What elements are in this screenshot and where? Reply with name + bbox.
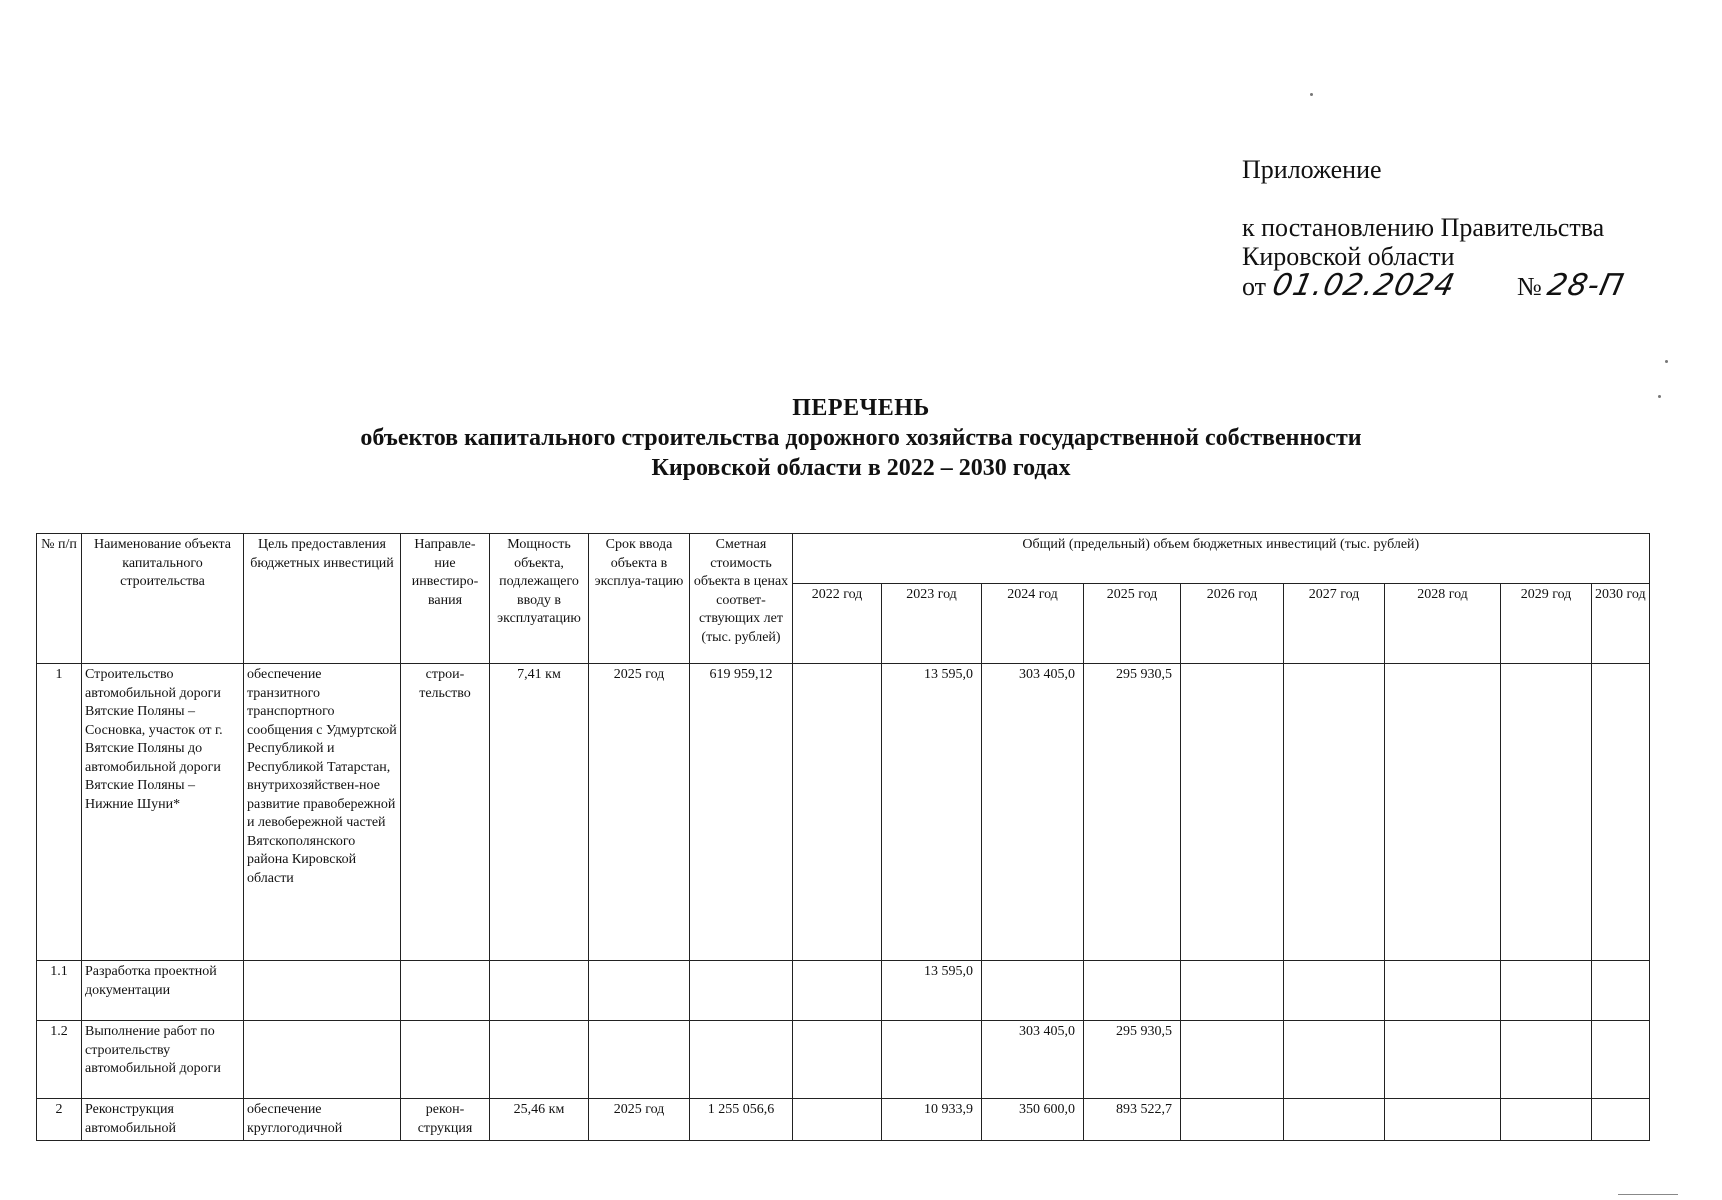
cell-year-value [1181, 961, 1284, 1021]
appendix-line-1: к постановлению Правительства [1242, 213, 1605, 242]
scan-line [1618, 1194, 1678, 1195]
table-row [37, 664, 1650, 961]
cell-year-value [1501, 1021, 1592, 1099]
cell-year-value [1592, 1021, 1650, 1099]
investment-table [36, 533, 1650, 1141]
cell-year-value [1181, 1099, 1284, 1141]
cell-term: 2025 год [589, 664, 690, 961]
scan-speck [1665, 360, 1668, 363]
year-header: 2024 год [982, 584, 1084, 664]
cell-year-value: 303 405,0 [982, 1021, 1084, 1099]
cell-year-value [1385, 664, 1501, 961]
cell-direction: строи-тельство [401, 664, 490, 961]
cell-year-value: 295 930,5 [1084, 1021, 1181, 1099]
cell-year-value: 13 595,0 [882, 664, 982, 961]
table-row [37, 1021, 1650, 1099]
number-prefix: № [1517, 272, 1542, 301]
handwritten-number: 28-П [1544, 268, 1628, 303]
heading-line-3: Кировской области в 2022 – 2030 годах [651, 455, 1071, 481]
cell-year-value [1501, 1099, 1592, 1141]
cell-year-value [1284, 664, 1385, 961]
document-heading [0, 393, 1722, 483]
cell-year-value [1501, 961, 1592, 1021]
cell-year-value [1284, 1099, 1385, 1141]
year-header: 2022 год [793, 584, 882, 664]
cell-year-value [793, 664, 882, 961]
cell-capacity [490, 961, 589, 1021]
header-row-1 [37, 534, 1650, 584]
cell-year-value: 295 930,5 [1084, 664, 1181, 961]
cell-direction [401, 1021, 490, 1099]
table-row [37, 961, 1650, 1021]
cell-year-value [1385, 1021, 1501, 1099]
cell-num: 2 [37, 1099, 82, 1141]
col-header-cost: Сметная стоимость объекта в ценах соответ-ствующих лет (тыс. рублей) [690, 534, 793, 664]
col-header-total: Общий (предельный) объем бюджетных инвестиций (тыс. рублей) [793, 534, 1650, 584]
cell-goal [244, 961, 401, 1021]
col-header-direction: Направле-ние инвестиро-вания [401, 534, 490, 664]
year-header: 2030 год [1592, 584, 1650, 664]
cell-term: 2025 год [589, 1099, 690, 1141]
cell-goal [244, 1021, 401, 1099]
doc-date-row [1242, 268, 1702, 305]
cell-num: 1.1 [37, 961, 82, 1021]
cell-year-value [882, 1021, 982, 1099]
cell-year-value: 893 522,7 [1084, 1099, 1181, 1141]
cell-term [589, 961, 690, 1021]
cell-year-value: 10 933,9 [882, 1099, 982, 1141]
cell-year-value [1385, 961, 1501, 1021]
cell-year-value [793, 961, 882, 1021]
cell-year-value [1284, 961, 1385, 1021]
handwritten-date: 01.02.2024 [1268, 268, 1459, 303]
scan-speck [1658, 395, 1661, 398]
cell-year-value [1592, 1099, 1650, 1141]
cell-name: Разработка проектной документации [82, 961, 244, 1021]
col-header-num: № п/п [37, 534, 82, 664]
cell-year-value [793, 1099, 882, 1141]
cell-year-value: 303 405,0 [982, 664, 1084, 961]
date-prefix: от [1242, 272, 1267, 301]
cell-num: 1 [37, 664, 82, 961]
cell-term [589, 1021, 690, 1099]
col-header-goal: Цель предоставления бюджетных инвестиций [244, 534, 401, 664]
cell-year-value [1181, 664, 1284, 961]
table-row [37, 1099, 1650, 1141]
appendix-block [1242, 155, 1702, 305]
cell-direction: рекон-струкция [401, 1099, 490, 1141]
heading-line-1: ПЕРЕЧЕНЬ [792, 395, 930, 421]
cell-year-value [793, 1021, 882, 1099]
doc-number [1517, 268, 1628, 303]
cell-name: Строительство автомобильной дороги Вятские Поляны – Сосновка, участок от г. Вятские Поляны до автомобильной дороги Вятские Поляны – Нижние Шуни* [82, 664, 244, 961]
cell-year-value [982, 961, 1084, 1021]
col-header-name: Наименование объекта капитального строительства [82, 534, 244, 664]
cell-cost [690, 961, 793, 1021]
col-header-term: Срок ввода объекта в эксплуа-тацию [589, 534, 690, 664]
year-header: 2023 год [882, 584, 982, 664]
cell-year-value [1592, 961, 1650, 1021]
cell-capacity: 25,46 км [490, 1099, 589, 1141]
cell-capacity: 7,41 км [490, 664, 589, 961]
cell-year-value [1084, 961, 1181, 1021]
appendix-title: Приложение [1242, 155, 1382, 184]
cell-year-value [1181, 1021, 1284, 1099]
year-header: 2028 год [1385, 584, 1501, 664]
cell-direction [401, 961, 490, 1021]
cell-name: Реконструкция автомобильной [82, 1099, 244, 1141]
cell-cost: 1 255 056,6 [690, 1099, 793, 1141]
cell-year-value [1592, 664, 1650, 961]
year-header: 2025 год [1084, 584, 1181, 664]
cell-cost: 619 959,12 [690, 664, 793, 961]
cell-year-value [1501, 664, 1592, 961]
cell-year-value [1284, 1021, 1385, 1099]
scan-speck [1310, 93, 1313, 96]
cell-year-value: 13 595,0 [882, 961, 982, 1021]
cell-capacity [490, 1021, 589, 1099]
cell-year-value: 350 600,0 [982, 1099, 1084, 1141]
year-header: 2029 год [1501, 584, 1592, 664]
cell-goal: обеспечение транзитного транспортного сообщения с Удмуртской Республикой и Республикой Татарстан, внутрихозяйствен-ное развитие правобережной и левобережной частей Вятскополянского района Кировской области [244, 664, 401, 961]
cell-cost [690, 1021, 793, 1099]
cell-num: 1.2 [37, 1021, 82, 1099]
col-header-capacity: Мощность объекта, подлежащего вводу в эксплуатацию [490, 534, 589, 664]
cell-name: Выполнение работ по строительству автомобильной дороги [82, 1021, 244, 1099]
year-header: 2027 год [1284, 584, 1385, 664]
cell-year-value [1385, 1099, 1501, 1141]
appendix-line-2: Кировской области [1242, 242, 1455, 271]
cell-goal: обеспечение круглогодичной [244, 1099, 401, 1141]
heading-line-2: объектов капитального строительства дорожного хозяйства государственной собственности [360, 425, 1362, 451]
year-header: 2026 год [1181, 584, 1284, 664]
investment-table-wrap [36, 533, 1650, 1141]
